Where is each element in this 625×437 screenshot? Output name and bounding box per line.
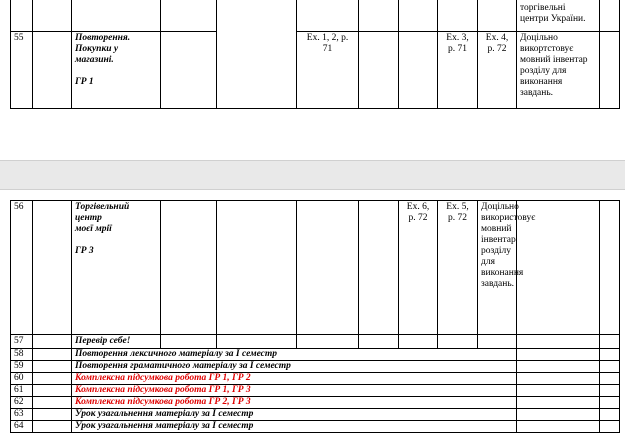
lesson-topic: Торгівельний центр моєї мрії ГР 3 bbox=[72, 201, 161, 335]
document-page-2 bbox=[0, 190, 625, 437]
table-row bbox=[11, 409, 620, 421]
lesson-plan-table bbox=[10, 0, 620, 109]
document-page-1 bbox=[0, 0, 625, 160]
exercise-cell: Ex. 1, 2, p. 71 bbox=[297, 32, 359, 109]
table-row bbox=[11, 32, 620, 109]
row-number: 57 bbox=[11, 335, 33, 349]
exercise-cell: Ex. 4, p. 72 bbox=[478, 32, 517, 109]
row-number: 56 bbox=[11, 201, 33, 335]
row-number: 60 bbox=[11, 373, 33, 385]
lesson-topic: Повторення граматичного матеріалу за І семестр bbox=[72, 361, 517, 373]
row-number: 62 bbox=[11, 397, 33, 409]
table-row bbox=[11, 335, 620, 349]
table-row bbox=[11, 361, 620, 373]
table-row bbox=[11, 397, 620, 409]
exercise-cell: Ex. 3, p. 71 bbox=[438, 32, 478, 109]
row-number: 55 bbox=[11, 32, 33, 109]
lesson-topic: Комплексна підсумкова робота ГР 2, ГР 3 bbox=[72, 397, 517, 409]
page-break-gap bbox=[0, 160, 625, 190]
lesson-topic: Комплексна підсумкова робота ГР 1, ГР 3 bbox=[72, 385, 517, 397]
row-number: 64 bbox=[11, 421, 33, 433]
row-number: 59 bbox=[11, 361, 33, 373]
table-row bbox=[11, 373, 620, 385]
notes-cell: Доцільно використовує мовний інвентар розділу для виконання завдань. bbox=[478, 201, 517, 335]
lesson-topic: Комплексна підсумкова робота ГР 1, ГР 2 bbox=[72, 373, 517, 385]
lesson-topic: Повторення. Покупки у магазині. ГР 1 bbox=[72, 32, 161, 109]
exercise-cell: Ex. 6, p. 72 bbox=[399, 201, 438, 335]
exercise-cell: Ex. 5, p. 72 bbox=[438, 201, 478, 335]
row-number: 58 bbox=[11, 349, 33, 361]
table-row bbox=[11, 421, 620, 433]
lesson-topic: Повторення лексичного матеріалу за І семестр bbox=[72, 349, 517, 361]
table-row: торгівельні центри України. bbox=[11, 0, 620, 32]
lesson-topic: Урок узагальнення матеріалу за І семестр bbox=[72, 421, 517, 433]
lesson-topic: Перевір себе! bbox=[72, 335, 161, 349]
notes-cell: Доцільно викортстовує мовний інвентар розділу для виконання завдань. bbox=[517, 32, 600, 109]
row-number: 61 bbox=[11, 385, 33, 397]
lesson-plan-table bbox=[10, 200, 620, 433]
table-row bbox=[11, 349, 620, 361]
table-row bbox=[11, 385, 620, 397]
table-row bbox=[11, 201, 620, 335]
lesson-topic: Урок узагальнення матеріалу за І семестр bbox=[72, 409, 517, 421]
row-number: 63 bbox=[11, 409, 33, 421]
